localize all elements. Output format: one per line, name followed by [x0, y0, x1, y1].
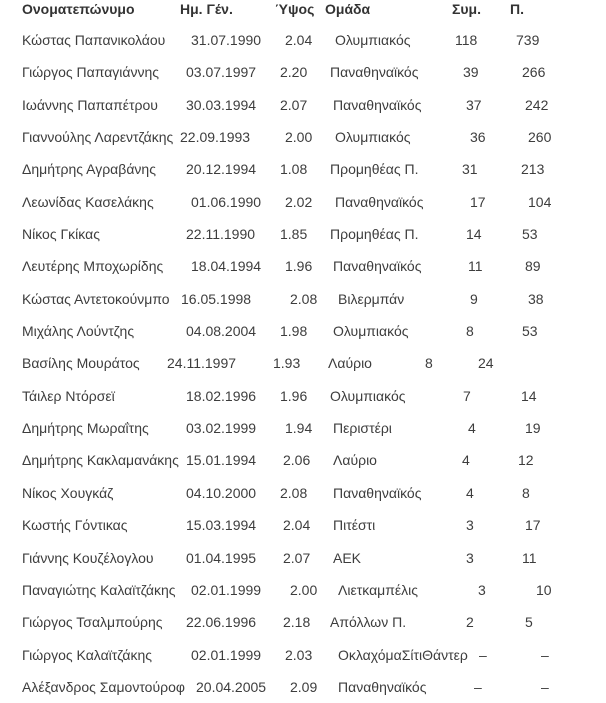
- cell-points: 104: [528, 193, 552, 210]
- cell-name: Γιώργος Τσαλμπούρης: [22, 614, 163, 631]
- cell-dob: 20.04.2005: [196, 678, 267, 695]
- cell-name: Γιώργος Καλαϊτζάκης: [22, 646, 152, 663]
- cell-team: Παναθηναϊκός: [338, 678, 427, 695]
- cell-team: Παναθηναϊκός: [333, 96, 422, 113]
- table-row: [0, 89, 606, 121]
- cell-team: Παναθηναϊκός: [333, 484, 422, 501]
- cell-name: Μιχάλης Λούντζης: [22, 323, 135, 340]
- cell-caps: 4: [468, 420, 476, 437]
- cell-dob: 15.01.1994: [186, 452, 257, 469]
- cell-team: Ολυμπιακός: [335, 129, 411, 146]
- cell-dob: 03.07.1997: [186, 64, 257, 81]
- table-row: [0, 542, 606, 574]
- cell-dob: 30.03.1994: [186, 96, 257, 113]
- cell-points: 266: [522, 64, 546, 81]
- cell-name: Νίκος Γκίκας: [22, 226, 100, 243]
- table-row: [0, 153, 606, 185]
- table-row: [0, 477, 606, 509]
- cell-caps: 31: [462, 161, 478, 178]
- cell-caps: 3: [466, 517, 474, 534]
- cell-points: 8: [522, 484, 530, 501]
- cell-points: 11: [522, 549, 537, 566]
- cell-name: Γιώργος Παπαγιάννης: [22, 64, 160, 81]
- cell-height: 2.08: [280, 484, 308, 501]
- cell-points: 38: [528, 290, 544, 307]
- cell-name: Λεωνίδας Κασελάκης: [22, 193, 154, 210]
- cell-dob: 22.06.1996: [186, 614, 257, 631]
- header-dob: Ημ. Γέν.: [180, 1, 233, 17]
- cell-points: 260: [528, 129, 552, 146]
- table-row: [0, 56, 606, 88]
- cell-team: Ολυμπιακός: [335, 32, 411, 48]
- cell-height: 2.20: [280, 64, 308, 81]
- cell-team: Προμηθέας Π.: [330, 226, 419, 243]
- table-row: [0, 250, 606, 282]
- cell-dob: 22.09.1993: [180, 129, 251, 146]
- cell-dob: 18.02.1996: [186, 387, 257, 404]
- cell-height: 2.04: [285, 32, 313, 48]
- cell-team: Πιτέστι: [333, 517, 376, 534]
- cell-dob: 01.06.1990: [191, 193, 262, 210]
- cell-name: Δημήτρης Κακλαμανάκης: [22, 452, 179, 469]
- cell-name: Κωστής Γόντικας: [22, 517, 128, 534]
- table-row: [0, 315, 606, 347]
- table-row: [0, 639, 606, 671]
- cell-points: 14: [521, 387, 537, 404]
- table-row: [0, 347, 606, 379]
- cell-name: Κώστας Παπανικολάου: [22, 32, 166, 48]
- cell-points: 10: [536, 581, 552, 598]
- cell-name: Ιωάννης Παπαπέτρου: [22, 96, 158, 113]
- cell-points: 53: [522, 226, 538, 243]
- cell-team: Παναθηναϊκός: [333, 258, 422, 275]
- cell-height: 1.93: [273, 355, 301, 372]
- cell-height: 2.00: [285, 129, 313, 146]
- cell-caps: 39: [463, 64, 479, 81]
- cell-height: 1.85: [280, 226, 308, 243]
- cell-height: 1.96: [280, 387, 308, 404]
- cell-dob: 18.04.1994: [191, 258, 262, 275]
- cell-team: Ολυμπιακός: [333, 323, 409, 340]
- header-points: Π.: [510, 1, 524, 17]
- cell-name: Βασίλης Μουράτος: [22, 355, 140, 372]
- cell-caps: –: [479, 646, 487, 663]
- cell-caps: 8: [425, 355, 433, 372]
- cell-points: 12: [518, 452, 534, 469]
- cell-team: Λιετκαμπέλις: [338, 581, 418, 598]
- cell-height: 2.06: [283, 452, 311, 469]
- cell-height: 1.98: [280, 323, 308, 340]
- header-name: Ονοματεπώνυμο: [22, 1, 135, 17]
- cell-caps: 17: [470, 193, 486, 210]
- cell-caps: 11: [468, 258, 483, 275]
- cell-points: 89: [525, 258, 541, 275]
- cell-dob: 22.11.1990: [186, 226, 256, 243]
- cell-dob: 03.02.1999: [186, 420, 257, 437]
- cell-dob: 02.01.1999: [191, 646, 262, 663]
- cell-points: 17: [525, 517, 541, 534]
- cell-points: –: [541, 646, 549, 663]
- cell-name: Δημήτρης Αγραβάνης: [22, 161, 156, 178]
- cell-name: Αλέξανδρος Σαμοντούροφ: [22, 678, 185, 695]
- cell-height: 1.96: [285, 258, 313, 275]
- cell-dob: 15.03.1994: [186, 517, 257, 534]
- cell-caps: 37: [466, 96, 482, 113]
- table-row: [0, 412, 606, 444]
- cell-dob: 31.07.1990: [191, 32, 262, 48]
- cell-dob: 01.04.1995: [186, 549, 257, 566]
- cell-team: Παναθηναϊκός: [330, 64, 419, 81]
- cell-dob: 24.11.1997: [167, 355, 237, 372]
- cell-points: 739: [516, 32, 540, 48]
- cell-height: 2.08: [290, 290, 318, 307]
- cell-caps: 2: [466, 614, 474, 631]
- cell-team: Λαύριο: [328, 355, 372, 372]
- cell-caps: 36: [470, 129, 486, 146]
- table-row: [0, 380, 606, 412]
- header-height: Ύψος: [275, 1, 315, 17]
- players-table: [0, 24, 606, 703]
- cell-caps: 4: [462, 452, 470, 469]
- table-header: [0, 0, 606, 22]
- cell-team: Ολυμπιακός: [330, 387, 406, 404]
- table-row: [0, 218, 606, 250]
- cell-name: Δημήτρης Μωραΐτης: [22, 420, 149, 437]
- cell-points: 19: [525, 420, 541, 437]
- cell-height: 2.07: [280, 96, 308, 113]
- header-team: Ομάδα: [325, 1, 371, 17]
- table-row: [0, 606, 606, 638]
- cell-caps: 118: [455, 32, 478, 48]
- cell-height: 2.00: [290, 581, 318, 598]
- table-row: [0, 283, 606, 315]
- table-row: [0, 574, 606, 606]
- cell-dob: 02.01.1999: [191, 581, 262, 598]
- cell-height: 2.03: [285, 646, 313, 663]
- cell-height: 2.04: [283, 517, 311, 534]
- cell-name: Παναγιώτης Καλαϊτζάκης: [22, 581, 176, 598]
- cell-team: ΑΕΚ: [333, 549, 362, 566]
- cell-team: Προμηθέας Π.: [330, 161, 419, 178]
- cell-team: Απόλλων Π.: [330, 614, 407, 631]
- cell-height: 2.02: [285, 193, 313, 210]
- cell-team: Λαύριο: [333, 452, 377, 469]
- cell-caps: 14: [466, 226, 482, 243]
- cell-dob: 16.05.1998: [181, 290, 252, 307]
- cell-caps: 7: [463, 387, 471, 404]
- cell-name: Κώστας Αντετοκούνμπο: [22, 290, 170, 307]
- cell-team: ΟκλαχόμαΣίτιΘάντερ: [338, 646, 468, 663]
- table-row: [0, 509, 606, 541]
- table-row: [0, 444, 606, 476]
- cell-height: 2.09: [290, 678, 318, 695]
- cell-caps: –: [474, 678, 482, 695]
- cell-points: 24: [478, 355, 494, 372]
- cell-name: Λευτέρης Μποχωρίδης: [22, 258, 164, 275]
- cell-points: 53: [522, 323, 538, 340]
- cell-team: Παναθηναϊκός: [335, 193, 424, 210]
- cell-name: Γιαννούλης Λαρεντζάκης: [22, 129, 174, 146]
- table-row: [0, 671, 606, 703]
- cell-caps: 8: [466, 323, 474, 340]
- table-row: [0, 24, 606, 56]
- cell-name: Γιάννης Κουζέλογλου: [22, 549, 154, 566]
- cell-team: Περιστέρι: [333, 420, 392, 437]
- cell-caps: 3: [478, 581, 486, 598]
- cell-points: 242: [525, 96, 549, 113]
- cell-dob: 20.12.1994: [186, 161, 257, 178]
- cell-height: 2.18: [283, 614, 311, 631]
- cell-height: 2.07: [283, 549, 311, 566]
- cell-name: Τάιλερ Ντόρσεϊ: [22, 387, 115, 404]
- cell-caps: 4: [466, 484, 474, 501]
- cell-height: 1.08: [280, 161, 308, 178]
- cell-name: Νίκος Χουγκάζ: [22, 484, 114, 501]
- cell-points: 5: [525, 614, 533, 631]
- table-row: [0, 186, 606, 218]
- cell-team: Βιλερμπάν: [338, 290, 405, 307]
- cell-height: 1.94: [285, 420, 313, 437]
- cell-caps: 9: [470, 290, 478, 307]
- cell-dob: 04.08.2004: [186, 323, 257, 340]
- cell-points: –: [541, 678, 549, 695]
- cell-dob: 04.10.2000: [186, 484, 257, 501]
- cell-caps: 3: [466, 549, 474, 566]
- cell-points: 213: [521, 161, 545, 178]
- header-caps: Συμ.: [452, 1, 482, 17]
- table-row: [0, 121, 606, 153]
